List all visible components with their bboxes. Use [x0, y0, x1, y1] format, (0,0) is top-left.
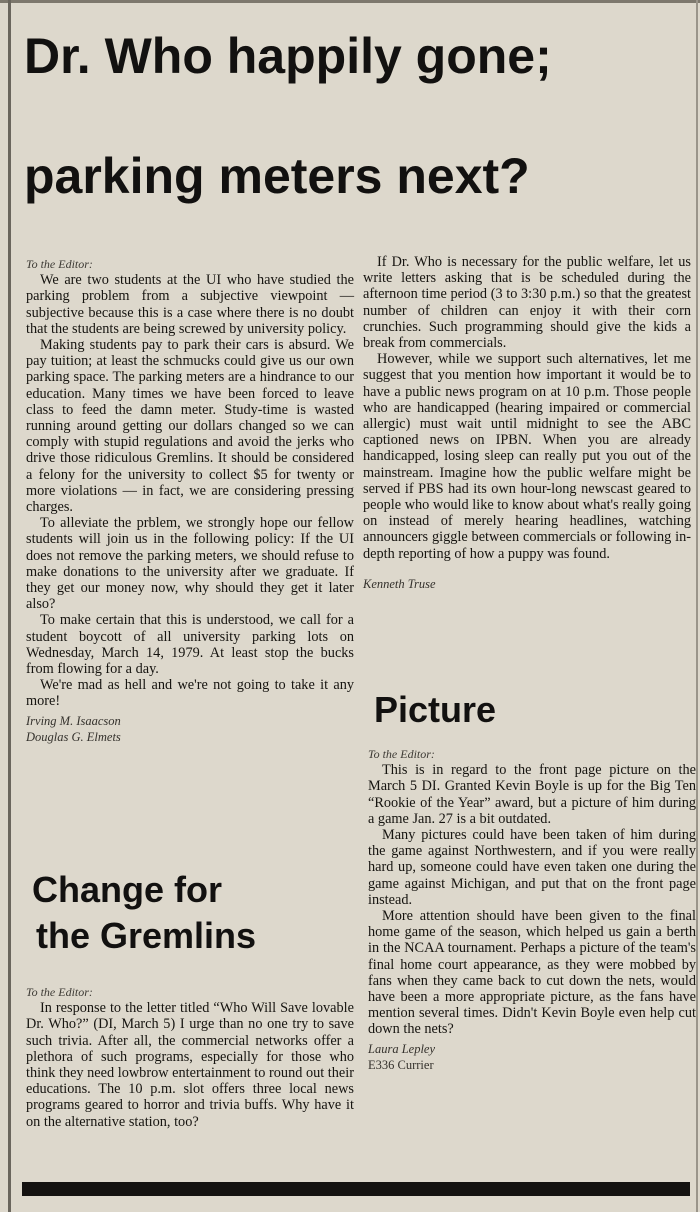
signature-address: E336 Currier	[368, 1057, 434, 1072]
paragraph: To alleviate the prblem, we strongly hope our fellow students will join us in the following policy: If the UI does not remove the parking meters, we should refuse to make donations to the university after we graduate. If they get our money now, why should they get it later also?	[26, 515, 354, 613]
paragraph: However, while we support such alternatives, let me suggest that you mention how important it would be to have a public news program on at 10 p.m. Those people who are handicapped (hearing impaired or commercial allergic) must wait until midnight to see the ABC captioned news on IPBN. When you are already handicapped, losing sleep can really put you out of the mainstream. Imagine how the public welfare might be served if PBS had its own hour-long newscast geared to people who would like to know about what's really going on instead of merely hearing headlines, watching announcers giggle between commercials or following in-depth reporting of how a puppy was found.	[363, 351, 691, 562]
main-headline-line-1: Dr. Who happily gone;	[24, 28, 552, 84]
right-edge-rule	[696, 0, 698, 1212]
paragraph: Many pictures could have been taken of him during the game against Northwestern, and if you were really hard up, someone could have even taken one during the game against Michigan, and put that on the front page instead.	[368, 827, 696, 908]
signature: Kenneth Truse	[363, 576, 436, 591]
bottom-rule	[22, 1182, 690, 1196]
left-column-rule	[8, 0, 11, 1212]
signature: Douglas G. Elmets	[26, 729, 121, 744]
salutation: To the Editor:	[368, 747, 435, 761]
paragraph: In response to the letter titled “Who Will Save lovable Dr. Who?” (DI, March 5) I urge than no one try to save such trivia. After all, the commercial networks offer a plethora of such programs, especially for those who think they need lowbrow entertainment to round out their educations. The 10 p.m. slot offers three local news programs geared to horror and trivia buffs. Why have it on the alternative station, too?	[26, 1000, 354, 1130]
signature: Laura Lepley	[368, 1041, 436, 1056]
picture-headline: Picture	[374, 689, 497, 730]
paragraph: To make certain that this is understood, we call for a student boycott of all university parking lots on Wednesday, March 14, 1979. At least stop the bucks from flowing for a day.	[26, 612, 354, 678]
paragraph: If Dr. Who is necessary for the public welfare, let us write letters asking that is be scheduled during the afternoon time period (3 to 3:30 p.m.) so that the greatest number of children can enjoy it with their corn crunchies. Such programming should give the kids a break from commercials.	[363, 254, 691, 352]
salutation: To the Editor:	[26, 985, 93, 999]
salutation: To the Editor:	[26, 257, 93, 271]
top-rule	[0, 0, 700, 3]
paragraph: This is in regard to the front page picture on the March 5 DI. Granted Kevin Boyle is up for the Big Ten “Rookie of the Year” award, but a picture of him during a game Jan. 27 is a bit outdated.	[368, 762, 696, 827]
gremlins-headline-line-2: the Gremlins	[36, 915, 257, 956]
signature: Irving M. Isaacson	[26, 713, 121, 728]
paragraph: We're mad as hell and we're not going to take it any more!	[26, 677, 354, 710]
gremlins-headline-line-1: Change for	[32, 869, 223, 910]
paragraph: We are two students at the UI who have studied the parking problem from a subjective viewpoint — subjective because this is a case where there is no doubt that the students are being screwed by university policy.	[26, 272, 354, 337]
letter-drwho-continued	[363, 254, 691, 592]
paragraph: Making students pay to park their cars is absurd. We pay tuition; at least the schmucks could give us our own parking space. The parking meters are a hindrance to our education. Many times we have been forced to leave class to feed the damn meter. Study-time is wasted running around getting our dollars changed so we can comply with stupid regulations and avoid the jerks who drive those ridiculous Gremlins. It should be considered a felony for the university to collect $5 for twenty or more violations — in fact, we are considering pressing charges.	[26, 337, 354, 516]
paragraph: More attention should have been given to the final home game of the season, which helped us gain a berth in the NCAA tournament. Perhaps a picture of the team's final home court appearance, as they were mobbed by fans when they came back to cut down the nets, would have been a more appropriate picture, as the fans have mention several times. Didn't Kevin Boyle even help cut down the nets?	[368, 908, 696, 1038]
letter-gremlins	[26, 982, 354, 1130]
letter-parking	[26, 254, 354, 745]
letter-picture	[368, 744, 696, 1073]
main-headline-line-2: parking meters next?	[24, 148, 530, 204]
